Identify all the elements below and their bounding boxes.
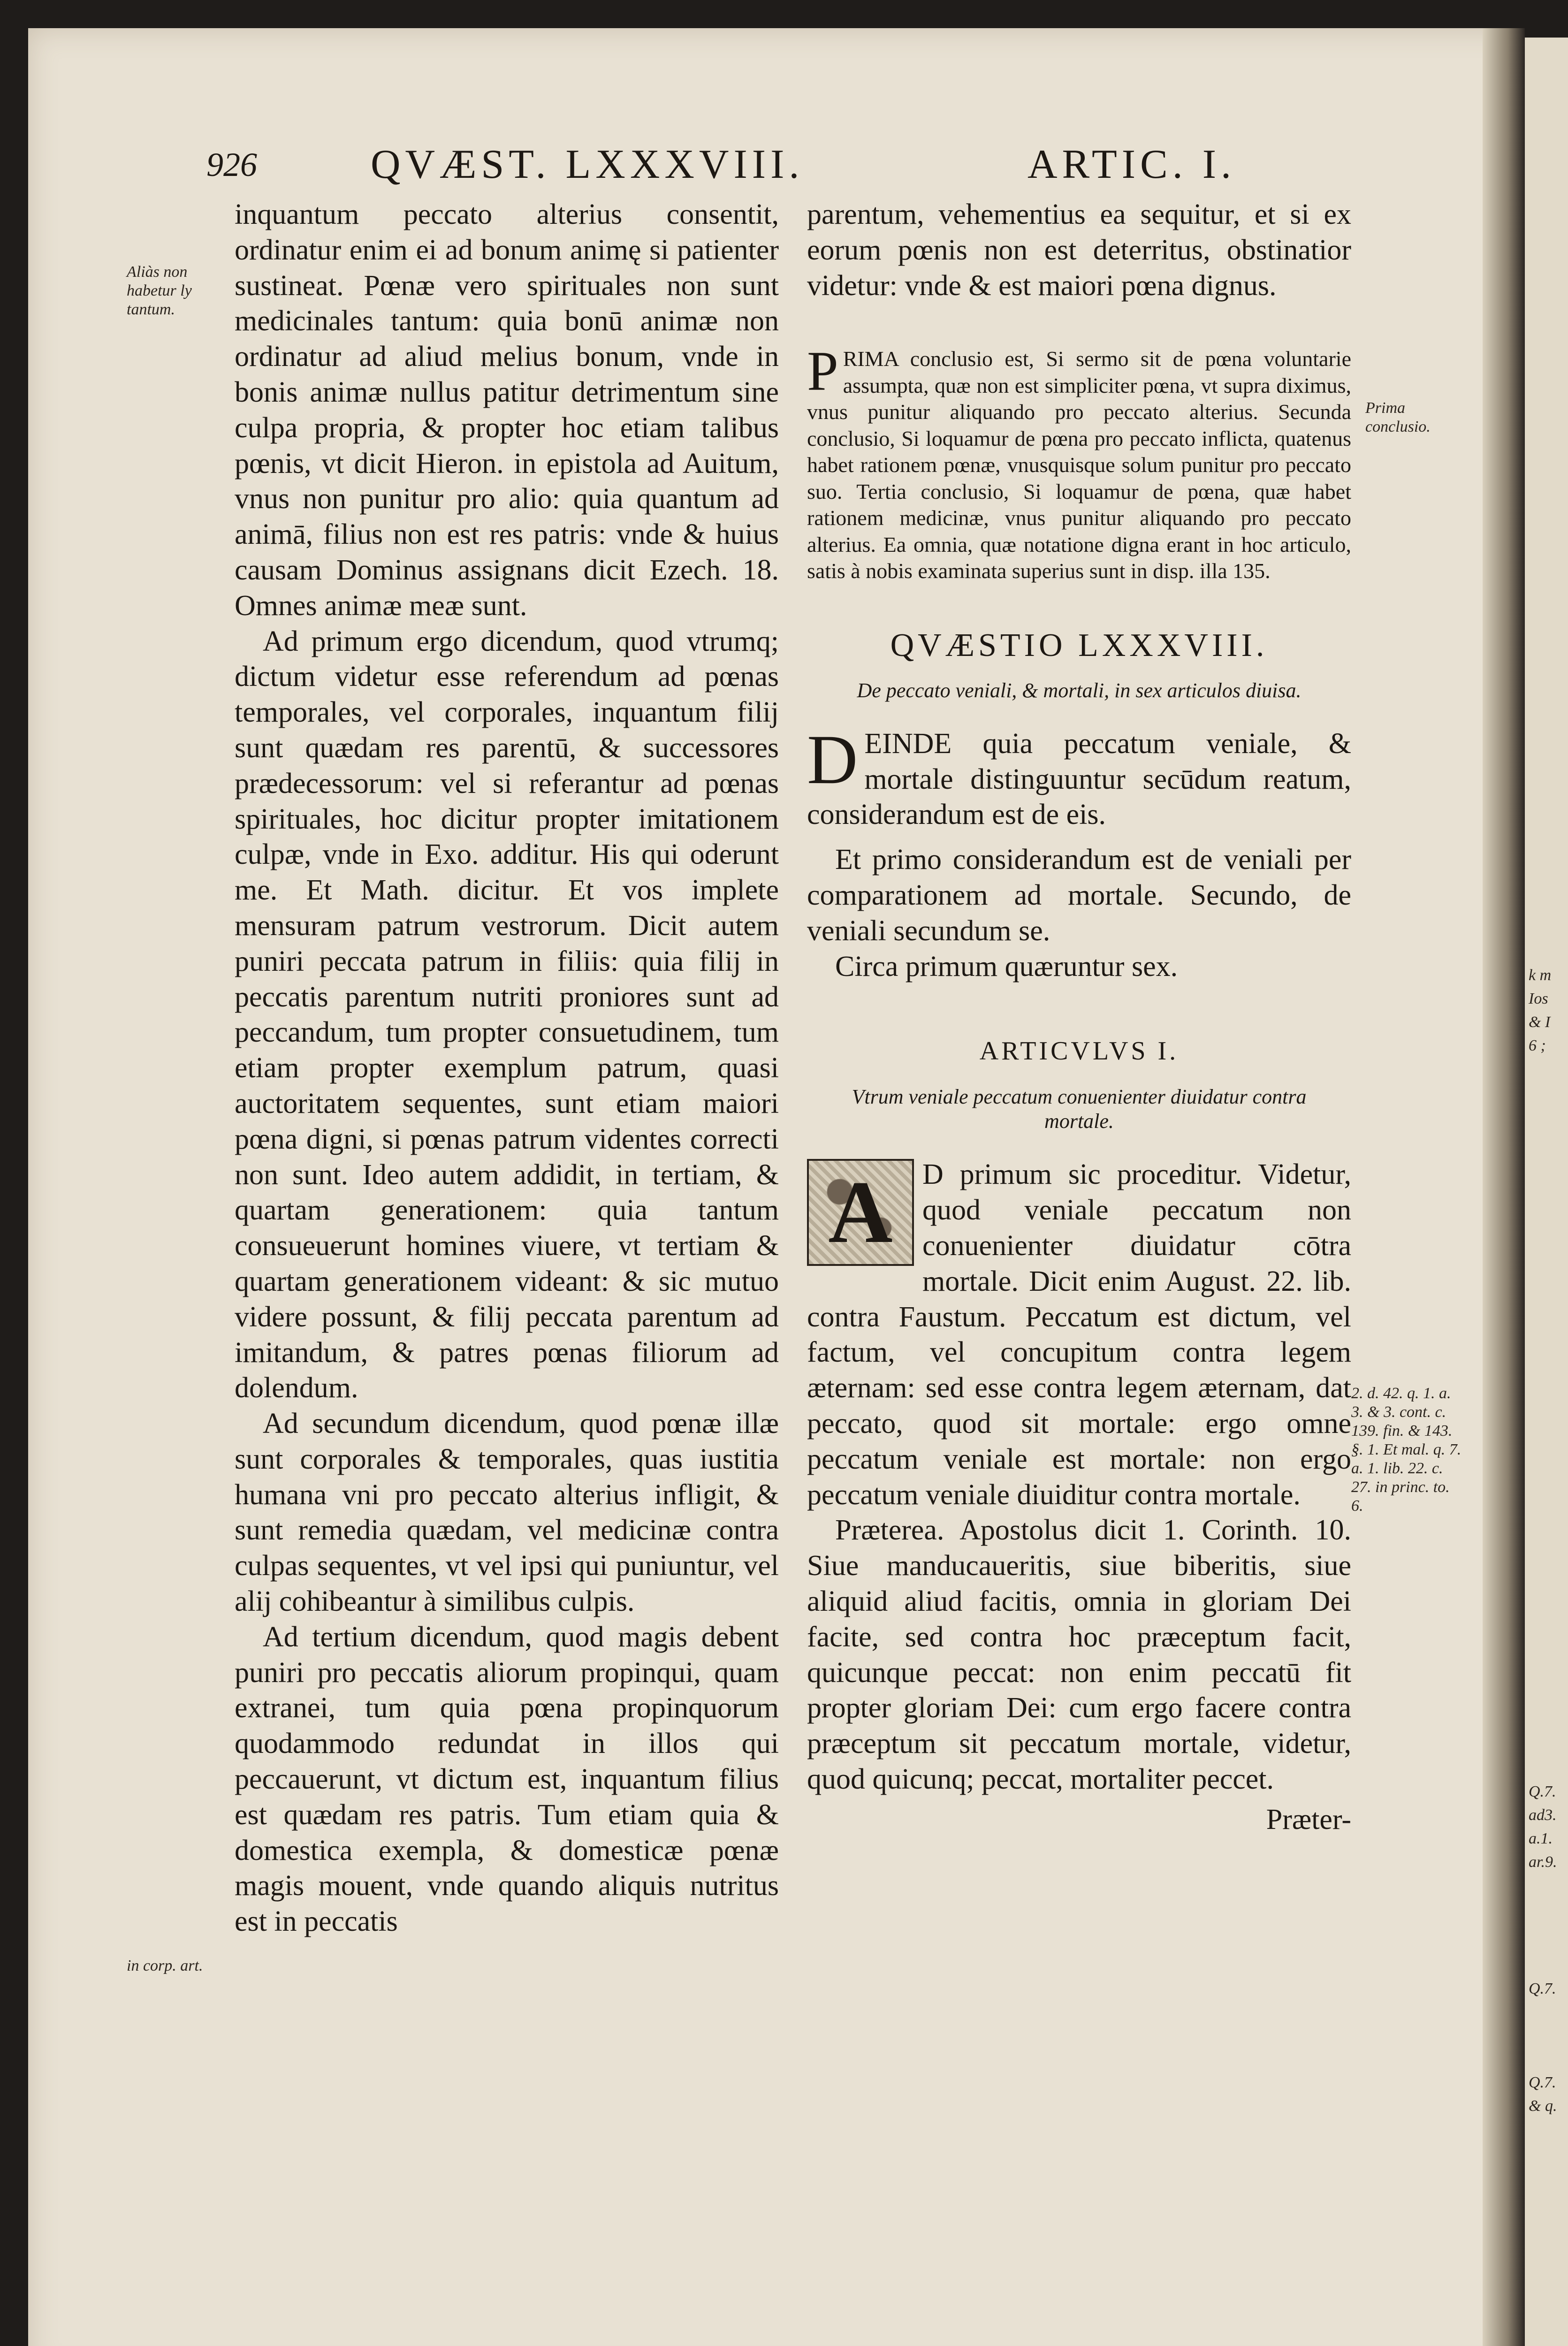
fragment: Q.7. [1529,1783,1556,1800]
fragment: Q.7. [1529,2074,1556,2091]
article-subtitle: Vtrum veniale peccatum conuenienter diuidatur contra mortale. [852,1085,1307,1133]
fragment: Ios [1529,990,1548,1007]
conclusions-text: RIMA conclusio est, Si sermo sit de pœna voluntarie assumpta, quæ non est simpliciter pœna, vt supra diximus, vnus punitur aliquando pro peccato alterius. Secunda conclusio, Si loquamur de pœna pro peccato inflicta, quatenus habet rationem pœnæ, vnusquisque solum punitur pro peccato suo. Tertia conclusio, Si loquamur de pœna, quæ habet rationem medicinæ, vnus punitur aliquando pro peccato alterius. Ea omnia, quæ notatione digna erant in hoc articulo, satis à nobis examinata superius sunt in disp. illa 135. [807,347,1351,583]
fragment: ar.9. [1529,1853,1557,1871]
margin-note-alias: Aliàs non habetur ly tantum. [127,263,192,318]
adjacent-page-edge [1525,38,1568,2346]
page-gutter [1483,28,1525,2346]
fragment: ad3. [1529,1806,1557,1824]
decorated-initial [807,1159,914,1266]
deinde-block [807,720,1351,833]
fragment: 6 ; [1529,1037,1546,1054]
paragraph-ad-primum: Ad primum ergo dicendum, quod vtrumq; dictum videtur esse referendum ad pœnas temporales, vel corporales, inquantum filij sunt quædam res parentū, & successores prædecessorum: vel si referantur ad pœnas spirituales, hoc dicitur propter imitationem culpæ, vnde in Exo. additur. His qui oderunt me. Et Math. dicitur. Et vos implete mensuram patrum vestrorum. Dicit autem puniri peccata patrum in filiis: quia filij in peccatis parentum nutriti proniores sunt ad peccandum, tum propter consuetudinem, tum etiam propter exemplum patrum, quasi auctoritatem sequentes, sunt etiam maiori pœna digni, si pœnas patrum videntes correcti non sunt. Ideo autem addidit, in tertiam, & quartam generationem: quia tantum consueuerunt homines viuere, vt tertiam & quartam generationem videant: & sic mutuo videre possunt, & filij peccata parentum ad imitandum, & patres pœnas filiorum ad dolendum. [235,625,779,1404]
margin-note-references: 2. d. 42. q. 1. a. 3. & 3. cont. c. 139. fin. & 143. §. 1. Et mal. q. 7. a. 1. lib. 22. c. 27. in princ. to. 6. [1351,1385,1461,1515]
running-title-article: ARTIC. I. [1028,142,1236,187]
paragraph-circa: Circa primum quæruntur sex. [835,950,1178,983]
ad-primum-text: D primum sic proceditur. Videtur, quod veniale peccatum non conuenienter diuidatur cōtra mortale. Dicit enim August. 22. lib. contra Faustum. Peccatum est dictum, vel factum, vel concupitum contra legem æternam: sed esse contra legem æternam, dat peccato, quod sit mortale: ergo omne peccatum veniale est mortale: non ergo peccatum veniale diuiditur contra mortale. [807,1158,1351,1511]
paragraph-ad-tertium: Ad tertium dicendum, quod magis debent puniri pro peccatis aliorum propinqui, quam extranei, tum quia pœna propinquorum quodammodo redundat in illos qui peccauerunt, vt dictum est, inquantum filius est quædam res patris. Tum etiam quia & domestica exempla, & domesticæ pœnæ magis mouent, vnde quando aliquis nutritus est in peccatis [235,1621,779,1938]
right-column [807,197,1351,1838]
fragment: a.1. [1529,1830,1553,1847]
question-subtitle: De peccato veniali, & mortali, in sex articulos diuisa. [857,678,1302,702]
paragraph-plan: Et primo considerandum est de veniali per comparationem ad mortale. Secundo, de veniali secundum se. [807,844,1351,947]
paragraph-inquantum: inquantum peccato alterius consentit, ordinatur enim ei ad bonum animę si patienter sustineat. Pœnæ vero spirituales non sunt medicinales tantum: quia bonū animæ non ordinatur ad aliud melius bonum, vnde in bonis animæ nullus patitur detrimentum sine culpa propria, & propter hoc etiam talibus pœnis, vt dicit Hieron. in epistola ad Auitum, vnus non punitur pro alio: quia quantum ad animā, filius non est res patris: vnde & huius causam Dominus assignans dicit Ezech. 18. Omnes animæ meæ sunt. [235,198,779,622]
paragraph-parentum: parentum, vehementius ea sequitur, et si ex eorum pœnis non est deterritus, obstinatior videtur: vnde & est maiori pœna dignus. [807,198,1351,302]
initial-letter-p: P [807,340,838,403]
fragment: & q. [1529,2097,1557,2115]
fragment: k m [1529,967,1552,984]
running-title-question: QVÆST. LXXXVIII. [371,142,804,187]
paragraph-praeterea: Præterea. Apostolus dicit 1. Corinth. 10. Siue manducaueritis, siue biberitis, siue aliquid aliud facitis, omnia in gloriam Dei facite, sed contra hoc præceptum facit, quicunque peccat: non enim peccatū fit propter gloriam Dei: cum ergo facere contra præceptum sit peccatum mortale, videtur, quod quicunq; peccat, mortaliter peccet. [807,1514,1351,1796]
question-heading: QVÆSTIO LXXXVIII. [890,627,1268,663]
fragment: Q.7. [1529,1980,1556,1997]
paragraph-ad-secundum: Ad secundum dicendum, quod pœnæ illæ sunt corporales & temporales, quas iustitia humana vni pro peccato alterius infligit, & sunt remedia quædam, vel medicinæ contra culpas sequentes, vt vel ipsi qui puniuntur, vel alij cohibeantur à similibus culpis. [235,1408,779,1618]
catchword: Præter- [1266,1803,1351,1836]
fragment: & I [1529,1013,1551,1031]
initial-letter-a: A [828,1163,893,1262]
page-number: 926 [206,146,257,183]
margin-note-corp-art: in corp. art. [127,1957,203,1974]
deinde-text: EINDE quia peccatum veniale, & mortale distinguuntur secūdum reatum, considerandum est de eis. [807,727,1351,831]
ad-primum-block [807,1157,1351,1513]
article-heading: ARTICVLVS I. [979,1036,1179,1066]
margin-note-prima-conclusio: Prima conclusio. [1365,399,1431,435]
left-column [235,197,779,1940]
conclusions-block [807,340,1351,585]
initial-letter-d: D [807,720,858,799]
running-head [0,141,1568,197]
